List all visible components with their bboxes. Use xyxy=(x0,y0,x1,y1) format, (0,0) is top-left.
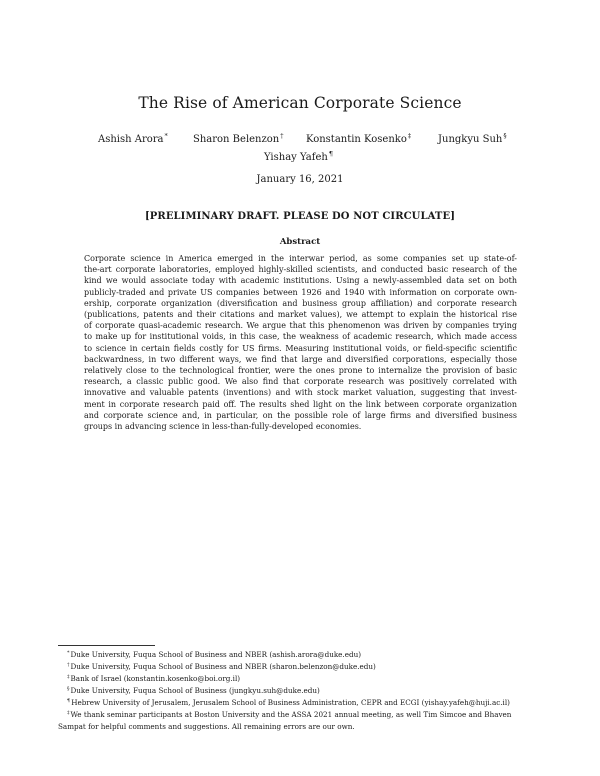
footnote-text: Duke University, Fuqua School of Business and NBER (sharon.belenzon@duke.edu) xyxy=(70,662,376,672)
paper-title: The Rise of American Corporate Science xyxy=(138,94,462,112)
footnotes xyxy=(58,648,548,732)
abstract-heading: Abstract xyxy=(279,237,321,247)
footnote-mark: † xyxy=(280,132,284,140)
footnote-mark: ¶ xyxy=(67,698,71,705)
abstract-line: backwardness, in two different ways, we find that large and diversified corporations, especially those xyxy=(84,354,517,364)
footnote xyxy=(58,684,548,696)
footnote-mark: § xyxy=(67,686,70,693)
footnote-divider xyxy=(58,645,155,646)
abstract-line: ership, corporate organization (diversification and business group affiliation) and corporate research xyxy=(84,298,517,308)
footnote-text: Duke University, Fuqua School of Business (jungkyu.suh@duke.edu) xyxy=(70,686,320,696)
abstract-line: groups in advancing science in less-than-fully-developed economies. xyxy=(84,422,362,432)
footnote-mark: * xyxy=(67,650,70,656)
draft-notice: [PRELIMINARY DRAFT. PLEASE DO NOT CIRCULATE] xyxy=(144,211,456,222)
author-belenzon xyxy=(193,132,283,145)
footnote xyxy=(58,648,548,660)
footnote-text: Hebrew University of Jerusalem, Jerusalem School of Business Administration, CEPR and ECGI (yishay.yafeh@huji.ac.il) xyxy=(71,698,510,708)
abstract-line: the-art corporate laboratories, employed highly-skilled scientists, and conducted basic research of the xyxy=(84,265,517,275)
footnote xyxy=(58,696,548,708)
footnote xyxy=(58,708,548,720)
abstract-line: and corporate science and, in particular, on the possible role of large firms and diversified business xyxy=(84,410,517,420)
footnote-text: Duke University, Fuqua School of Business and NBER (ashish.arora@duke.edu) xyxy=(70,650,362,659)
footnote-continuation xyxy=(58,721,548,732)
author-suh xyxy=(438,132,507,145)
footnote-mark: † xyxy=(67,662,70,669)
footnote-mark: § xyxy=(503,132,507,140)
footnote-mark: ‡ xyxy=(407,132,412,140)
abstract-line: (publications, patents and their citations and market values), we attempt to explain the historical rise xyxy=(84,310,517,320)
abstract-line: innovative and valuable patents (inventions) and with stock market valuation, suggesting that invest- xyxy=(84,388,517,398)
abstract-line: kind we would associate today with academic institutions. Using a newly-assembled data set on both xyxy=(84,276,517,286)
author-name: Ashish Arora xyxy=(98,134,164,145)
footnote-text: Bank of Israel (konstantin.kosenko@boi.org.il) xyxy=(70,674,241,684)
paper-date: January 16, 2021 xyxy=(256,174,344,185)
footnote-mark: ‡ xyxy=(67,674,70,681)
footnote xyxy=(58,672,548,684)
footnote-mark: * xyxy=(164,132,168,140)
author-kosenko xyxy=(306,132,411,145)
author-name: Konstantin Kosenko xyxy=(306,134,407,145)
author-yafeh xyxy=(264,150,333,163)
footnote xyxy=(58,660,548,672)
author-name: Yishay Yafeh xyxy=(264,152,328,163)
footnote-mark: ‡ xyxy=(67,710,70,717)
abstract-line: to science in certain fields costly for US firms. Measuring institutional voids, or field-specific scientific xyxy=(84,343,517,353)
abstract-line: relatively close to the technological frontier, were the ones prone to internalize the provision of basic xyxy=(84,366,517,376)
abstract-line: research, a classic public good. We also find that corporate research was positively correlated with xyxy=(84,377,517,387)
abstract-line: ment in corporate research paid off. The results shed light on the link between corporate organization xyxy=(84,399,517,409)
footnote-text: Sampat for helpful comments and suggestions. All remaining errors are our own. xyxy=(58,721,355,731)
author-name: Jungkyu Suh xyxy=(438,134,503,145)
author-name: Sharon Belenzon xyxy=(193,134,280,145)
abstract-body xyxy=(84,253,517,432)
footnote-text: We thank seminar participants at Boston University and the ASSA 2021 annual meeting, as well Tim Simcoe and Bhaven xyxy=(70,710,512,720)
abstract-line: publicly-traded and private US companies between 1926 and 1940 with information on corporate own- xyxy=(84,287,517,297)
abstract-line: Corporate science in America emerged in the interwar period, as some companies set up state-of- xyxy=(84,254,517,263)
footnote-mark: ¶ xyxy=(328,150,333,158)
author-arora xyxy=(98,132,168,145)
abstract-line: to make up for institutional voids, in this case, the weakness of academic research, which made access xyxy=(84,332,517,342)
abstract-line: of corporate quasi-academic research. We argue that this phenomenon was driven by companies trying xyxy=(84,321,517,331)
